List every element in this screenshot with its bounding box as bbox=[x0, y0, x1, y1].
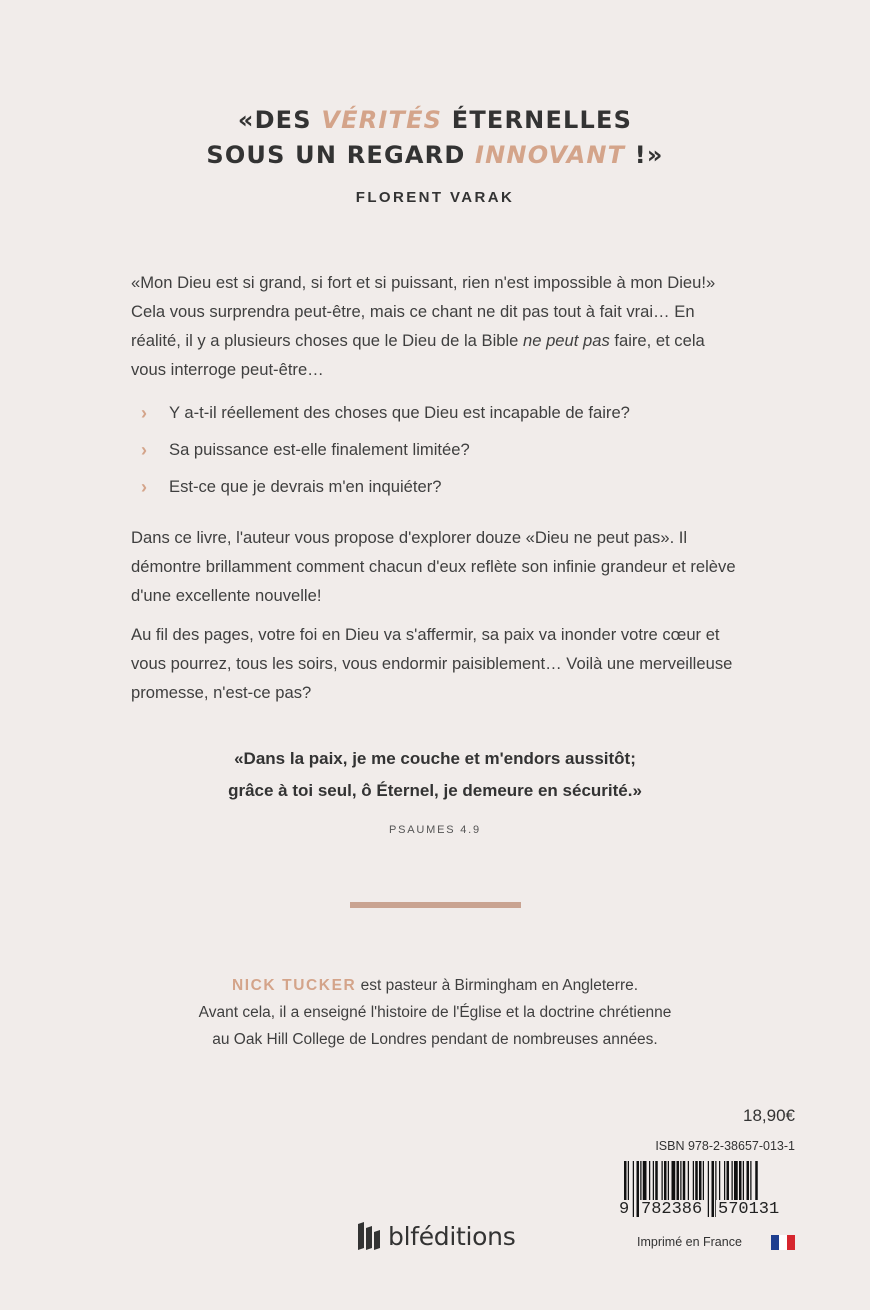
promise-paragraph: Au fil des pages, votre foi en Dieu va s'affermir, sa paix va inonder votre cœur et vous pourrez, tous les soirs, vous endormir paisiblement… Voilà une merveilleuse promesse, n'est-ce pas? bbox=[131, 625, 733, 702]
question-list bbox=[131, 403, 771, 514]
barcode-digit-group-2: 570131 bbox=[718, 1200, 780, 1219]
headline-quote bbox=[0, 103, 870, 173]
chevron-right-icon: › bbox=[141, 403, 147, 423]
publisher-logo bbox=[356, 1219, 515, 1253]
bible-verse: «Dans la paix, je me couche et m'endors aussitôt; grâce à toi seul, ô Éternel, je demeure en sécurité.» bbox=[228, 749, 642, 800]
barcode-digit-lead: 9 bbox=[619, 1200, 630, 1219]
barcode-digit-group-1: 782386 bbox=[641, 1200, 703, 1219]
verse-reference: PSAUMES 4.9 bbox=[389, 824, 481, 836]
description-paragraph: Dans ce livre, l'auteur vous propose d'explorer douze «Dieu ne peut pas». Il démontre brillamment comment chacun d'eux reflète son infinie grandeur et relève d'une excellente nouvelle! bbox=[131, 528, 736, 605]
france-flag-icon bbox=[771, 1235, 795, 1250]
headline-accent-word: INNOVANT bbox=[475, 141, 626, 169]
headline-line-1: «DES VÉRITÉS ÉTERNELLES bbox=[237, 106, 633, 134]
list-item: › Sa puissance est-elle finalement limitée? bbox=[141, 440, 470, 460]
chevron-right-icon: › bbox=[141, 440, 147, 460]
author-bio: NICK TUCKER est pasteur à Birmingham en Angleterre. Avant cela, il a enseigné l'histoire de l'Église et la doctrine chrétienne au Oak Hill College de Londres pendant de nombreuses années. bbox=[198, 977, 672, 1048]
publisher-name: blféditions bbox=[388, 1221, 516, 1251]
list-item: › Y a-t-il réellement des choses que Dieu est incapable de faire? bbox=[141, 403, 630, 423]
section-divider bbox=[350, 902, 521, 908]
price-label: 18,90€ bbox=[743, 1106, 795, 1125]
books-icon bbox=[356, 1220, 382, 1252]
headline-line-2: SOUS UN REGARD INNOVANT !» bbox=[206, 141, 664, 169]
headline-accent-word: VÉRITÉS bbox=[321, 106, 443, 134]
author-name: NICK TUCKER bbox=[231, 977, 357, 994]
quote-author: FLORENT VARAK bbox=[355, 189, 515, 206]
isbn-label: ISBN 978-2-38657-013-1 bbox=[655, 1139, 795, 1153]
list-item: › Est-ce que je devrais m'en inquiéter? bbox=[141, 477, 442, 497]
printed-in-label: Imprimé en France bbox=[637, 1235, 742, 1249]
intro-paragraph: «Mon Dieu est si grand, si fort et si puissant, rien n'est impossible à mon Dieu!» Cela vous surprendra peut-être, mais ce chant ne dit pas tout à fait vrai… En réalité, il y a plusieurs choses que le Dieu de la Bible ne peut pas faire, et cela vous interroge peut-être… bbox=[131, 273, 716, 379]
chevron-right-icon: › bbox=[141, 477, 147, 497]
